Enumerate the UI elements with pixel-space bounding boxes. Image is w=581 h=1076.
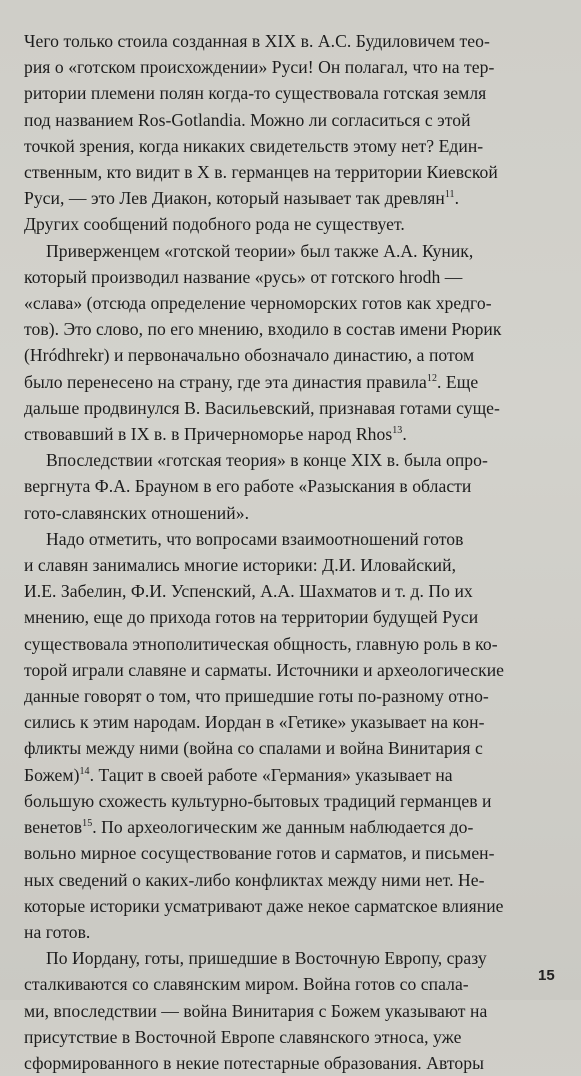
text-line: сталкиваются со славянским миром. Война готов со спала- <box>24 974 469 995</box>
paragraph-5 <box>24 945 563 1076</box>
text-line: И.Е. Забелин, Ф.И. Успенский, А.А. Шахматов и т. д. По их <box>24 581 473 602</box>
text-line: По Иордану, готы, пришедшие в Восточную Европу, сразу <box>46 948 487 969</box>
text-fragment: . Еще <box>437 371 479 392</box>
paragraph-3 <box>24 447 563 526</box>
text-line: рия о «готском происхождении» Руси! Он полагал, что на тер- <box>24 57 495 78</box>
footnote-ref: 11 <box>444 189 455 201</box>
text-line: вольно мирное сосуществование готов и сарматов, и письмен- <box>24 843 495 864</box>
text-line: сформированного в некие потестарные образования. Авторы <box>24 1052 484 1073</box>
text-fragment: Руси, — это Лев Диакон, который называет так древлян <box>24 188 445 209</box>
page-number: 15 <box>538 967 555 984</box>
paragraph-1 <box>24 28 563 238</box>
text-fragment: венетов <box>24 817 83 838</box>
text-line: Чего только стоила созданная в XIX в. А.С. Будиловичем тео- <box>24 31 490 51</box>
text-line: которые историки усматривают даже некое сарматское влияние <box>24 895 504 916</box>
text-line: точкой зрения, когда никаких свидетельств этому нет? Един- <box>24 135 484 156</box>
footnote-ref: 14 <box>79 765 90 777</box>
body-text <box>24 28 563 1076</box>
text-fragment: . По археологическим же данным наблюдается до- <box>92 817 474 838</box>
text-line: на готов. <box>24 921 91 942</box>
text-line: под названием Ros-Gotlandia. Можно ли согласиться с этой <box>24 109 471 130</box>
text-line: который производил название «русь» от готского hrodh — <box>24 266 463 287</box>
text-line-with-footnote: Руси, — это Лев Диакон, который называет так древлян$^{11}$. <box>24 188 460 209</box>
text-line: фликты между ними (война со спалами и война Винитария с <box>24 738 483 759</box>
text-line: ных сведений о каких-либо конфликтах между ними нет. Не- <box>24 869 485 890</box>
paragraph-4 <box>24 526 563 945</box>
text-line-with-footnote <box>24 762 563 788</box>
text-line: сились к этим народам. Иордан в «Гетике» указывает на кон- <box>24 712 485 733</box>
text-line: вергнута Ф.А. Брауном в его работе «Разыскания в области <box>24 476 472 497</box>
text-line: ритории племени полян когда-то существовала готская земля <box>24 83 487 104</box>
text-line: присутствие в Восточной Европе славянского этноса, уже <box>24 1026 462 1047</box>
text-fragment: Божем) <box>24 764 80 785</box>
text-line: Других сообщений подобного рода не существует. <box>24 214 405 235</box>
footnote-ref: 13 <box>392 425 403 437</box>
footnote-ref: 15 <box>82 818 93 830</box>
text-line: ственным, кто видит в X в. германцев на территории Киевской <box>24 162 498 183</box>
text-line: гото-славянских отношений». <box>24 502 250 523</box>
text-line-with-footnote: ствовавший в IX в. в Причерноморье народ Rhos$^{13}$. <box>24 424 407 445</box>
text-line-with-footnote <box>24 814 563 840</box>
text-line: ми, впоследствии — война Винитария с Божем указывают на <box>24 1000 488 1021</box>
text-line: «слава» (отсюда определение черноморских готов как хредго- <box>24 293 492 314</box>
text-line: и славян занимались многие историки: Д.И. Иловайский, <box>24 555 457 576</box>
text-fragment: ствовавший в IX в. в Причерноморье народ Rhos <box>24 424 393 445</box>
text-line-with-footnote <box>24 369 563 395</box>
text-fragment: было перенесено на страну, где эта династия правила <box>24 371 427 392</box>
text-line: (Hródhrekr) и первоначально обозначало династию, а потом <box>24 345 475 366</box>
text-line: Надо отметить, что вопросами взаимоотношений готов <box>46 528 464 549</box>
text-line: большую схожесть культурно-бытовых традиций германцев и <box>24 790 492 811</box>
text-line: тов). Это слово, по его мнению, входило в состав имени Рюрик <box>24 319 502 340</box>
text-line: дальше продвинулся В. Васильевский, признавая готами суще- <box>24 397 500 418</box>
text-line: Впоследствии «готская теория» в конце XIX в. была опро- <box>46 450 488 471</box>
text-line: Приверженцем «готской теории» был также А.А. Куник, <box>46 240 474 261</box>
text-line: существовала этнополитическая общность, главную роль в ко- <box>24 633 498 654</box>
paragraph-2 <box>24 238 563 448</box>
footnote-ref: 12 <box>426 372 438 384</box>
text-fragment: . Тацит в своей работе «Германия» указывает на <box>89 764 453 785</box>
text-line: торой играли славяне и сарматы. Источники и археологические <box>24 659 505 680</box>
text-line: мнению, еще до прихода готов на территории будущей Руси <box>24 607 479 628</box>
text-line: данные говорят о том, что пришедшие готы по-разному отно- <box>24 686 489 707</box>
